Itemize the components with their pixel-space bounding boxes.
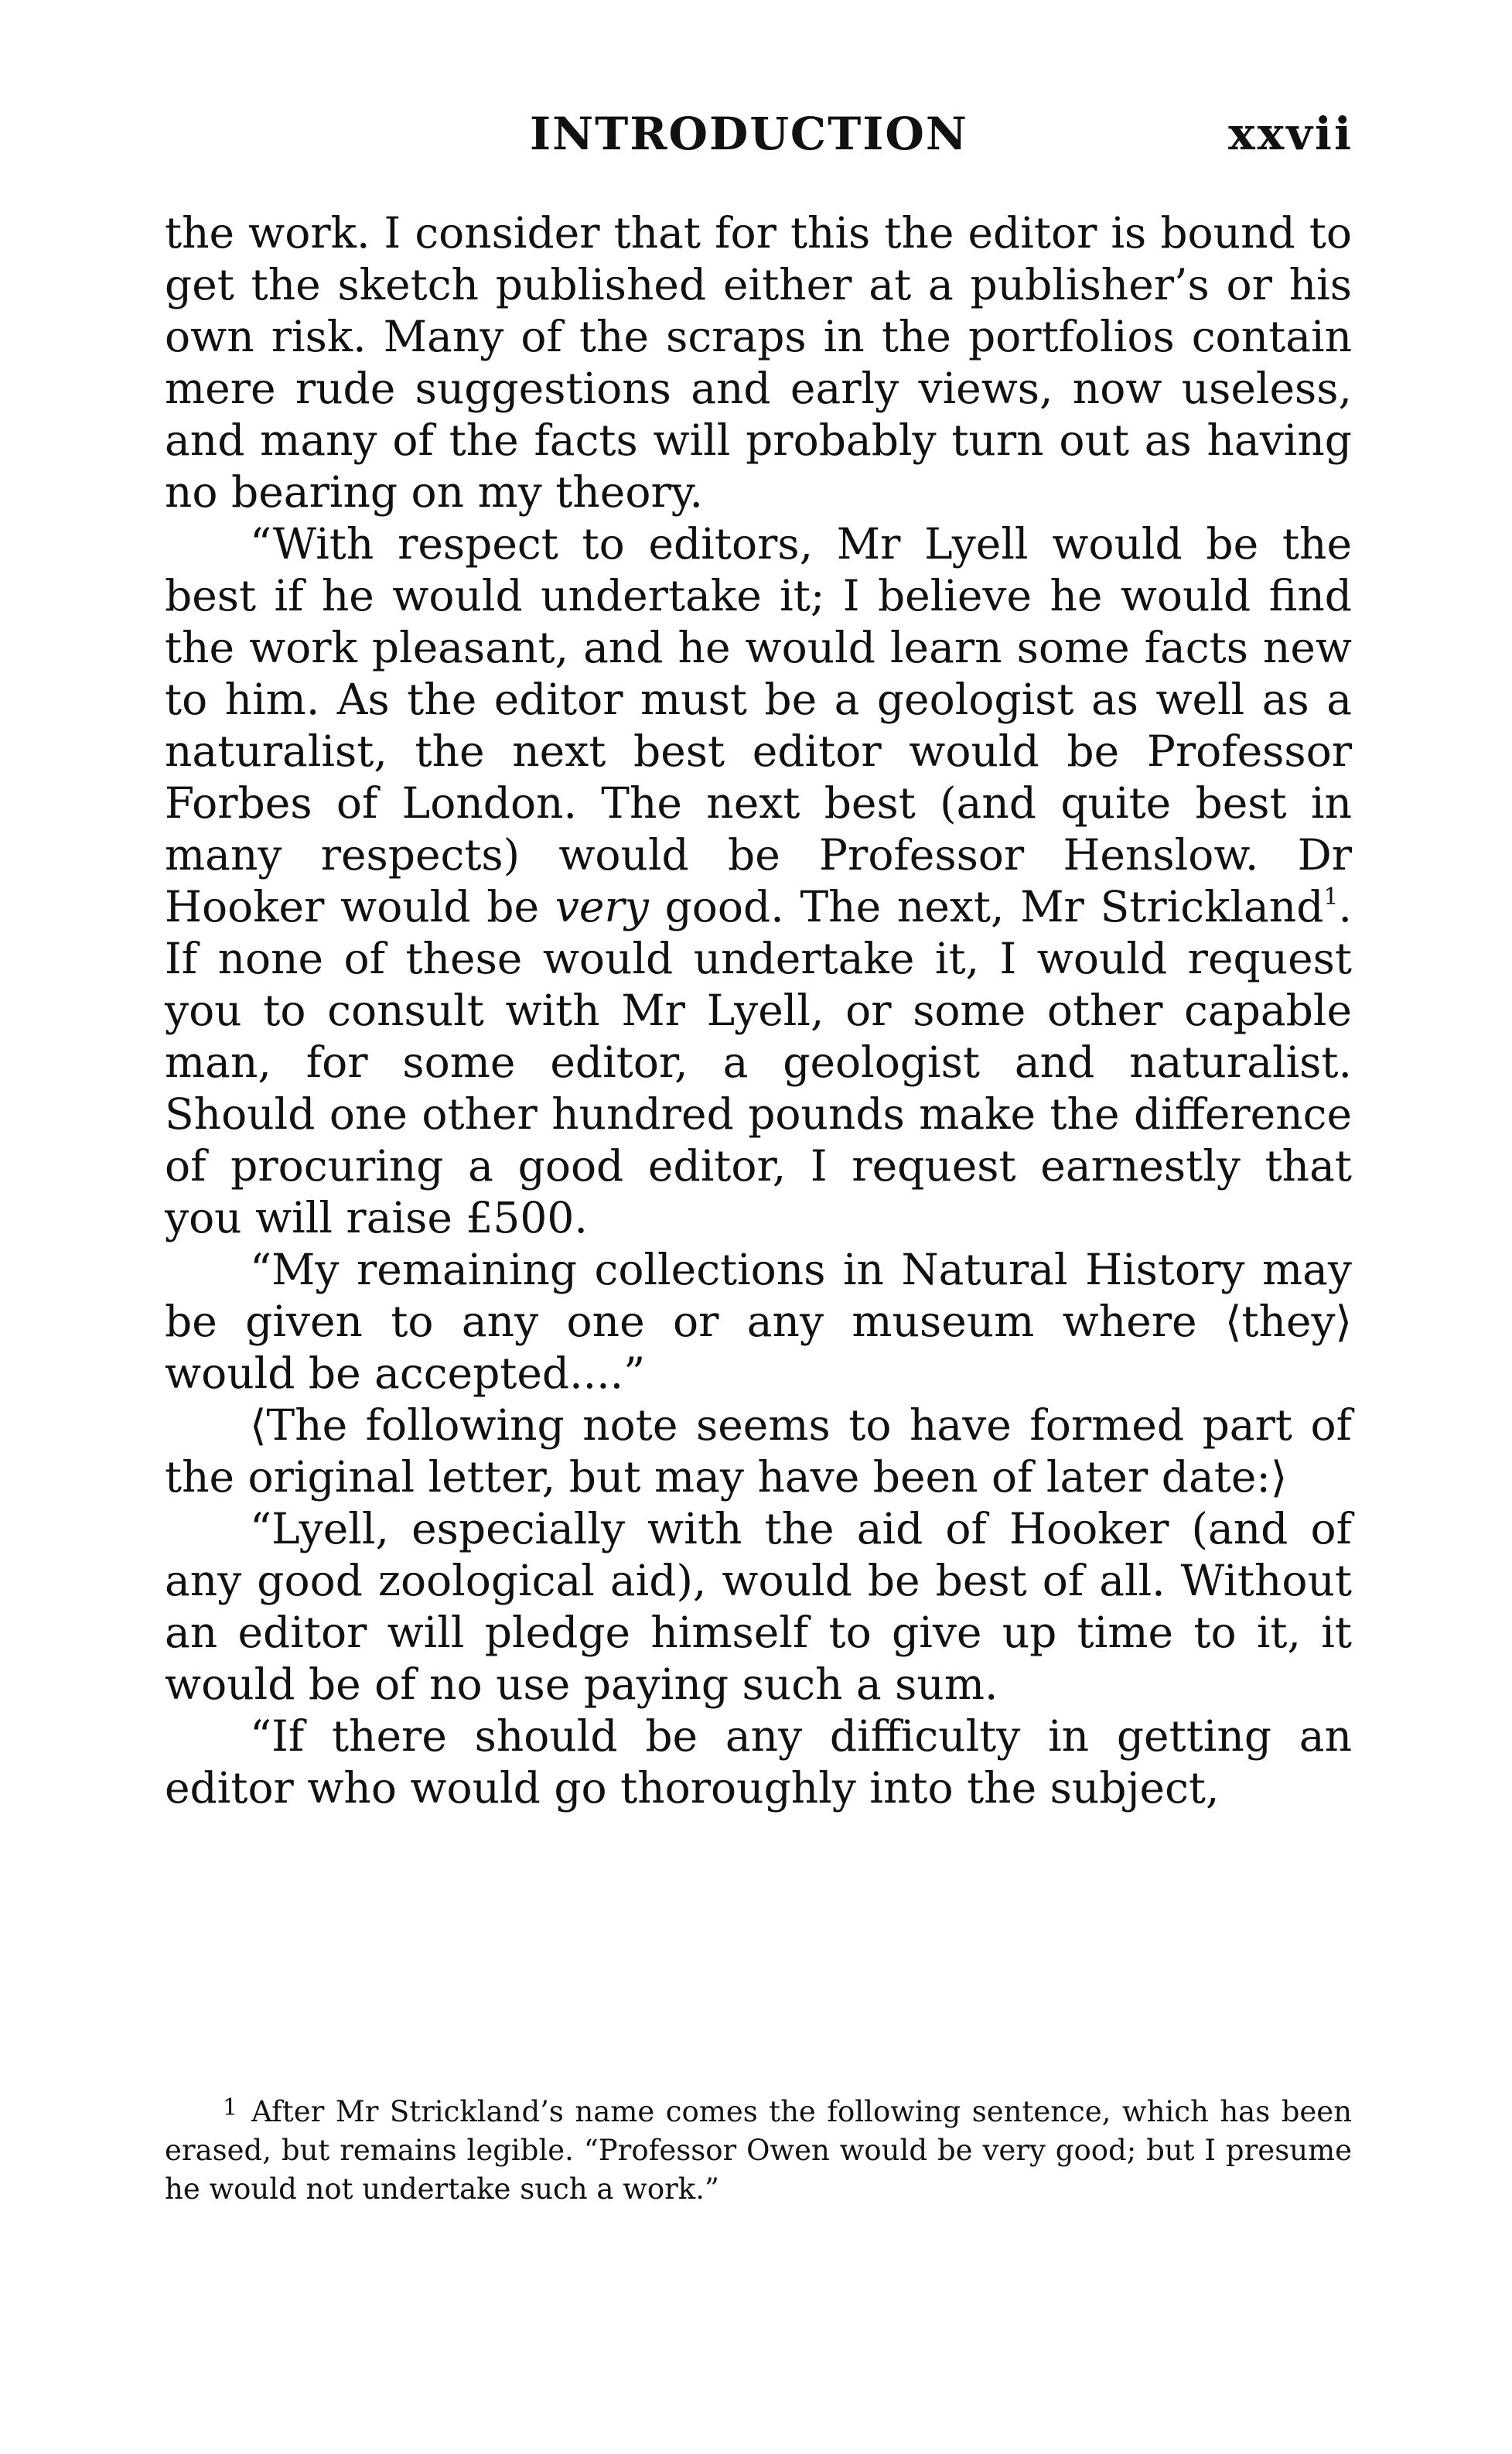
body-text [165,207,1352,1814]
footnote-text: After Mr Strickland’s name comes the following sentence, which has been erased, but remains legible. “Professor Owen would be very good; but I presume he would not undertake such a work.” [165,2095,1352,2206]
paragraph-editors-text-2: good. The next, Mr Strickland [648,882,1324,931]
footnote-reference[interactable]: 1 [1323,884,1339,911]
paragraph-editors-text-1: “With respect to editors, Mr Lyell would be the best if he would undertake it; I believe he would find the work pleasant, and he would learn some facts new to him. As the editor must be a geologist as well as a naturalist, the next best editor would be Professor Forbes of London. The next best (and quite best in many respects) would be Professor Henslow. Dr Hooker would be [165,519,1352,931]
page-number: xxvii [1228,108,1353,160]
running-head-title: INTRODUCTION [530,108,968,160]
paragraph-editors [165,518,1352,1244]
paragraph-difficulty: “If there should be any difficulty in getting an editor who would go thoroughly into the subject, [165,1711,1352,1813]
paragraph-lyell: “Lyell, especially with the aid of Hooker (and of any good zoological aid), would be best of all. Without an editor will pledge himself to give up time to it, it would be of no use paying such a sum. [165,1504,1352,1709]
paragraph-continuation: the work. I consider that for this the editor is bound to get the sketch published either at a publisher’s or his own risk. Many of the scraps in the portfolios contain mere rude suggestions and early views, now useless, and many of the facts will probably turn out as having no bearing on my theory. [165,208,1352,517]
footnote-marker: 1 [223,2094,238,2121]
paragraph-collections: “My remaining collections in Natural History may be given to any one or any museum where ⟨they⟩ would be accepted....” [165,1245,1352,1398]
running-head [162,107,1353,169]
paragraph-editorial-note: ⟨The following note seems to have formed part of the original letter, but may have been of later date:⟩ [165,1400,1352,1502]
emphasis-word: very [555,882,649,931]
footnote [165,2089,1352,2209]
paragraph-editors-text-3: . If none of these would undertake it, I would request you to consult with Mr Lyell, or some other capable man, for some editor, a geologist and naturalist. Should one other hundred pounds make the difference of procuring a good editor, I request earnestly that you will raise £500. [165,882,1352,1242]
